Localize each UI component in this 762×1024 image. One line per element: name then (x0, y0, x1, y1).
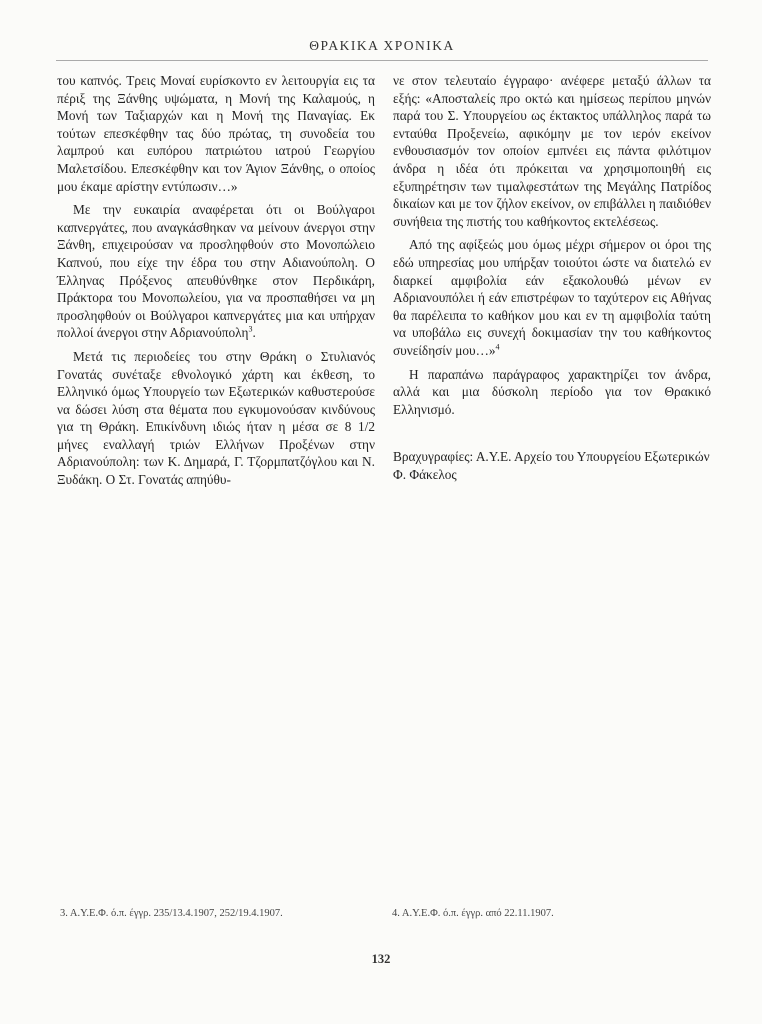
abbreviation-line: Βραχυγραφίες: Α.Υ.Ε. Αρχείο του Υπουργείου Εξωτερικών (393, 449, 710, 465)
paragraph: Η παραπάνω παράγραφος χαρακτηρίζει τον άνδρα, αλλά και μια δύσκολη περίοδο για τον Θρακικό Ελληνισμό. (393, 366, 711, 417)
page-number: 132 (371, 952, 391, 966)
paragraph-text: Από της αφίξεώς μου όμως μέχρι σήμερον οι όροι της εδώ υπηρεσίας μου υπήρξαν τοιούτοι ώστε να διατελώ εν διαρκεί αμφιβολία εάν εξακολουθώ μένων εν Αδριανουπόλει ή εάν επιστρέφων το ταχύτερον εις Αθήνας θα παρέλειπα το καθήκον μου και εν τη αμφιβολία ταύτη να υποβάλω εις συνεχή δοκιμασίαν την του καθήκοντος συνείδησίν μου…» (393, 237, 711, 358)
abbreviation-line: Φ. Φάκελος (393, 467, 457, 483)
paragraph: Μετά τις περιοδείες του στην Θράκη ο Στυλιανός Γονατάς συνέταξε εθνολογικό χάρτη και έκθεση, το Ελληνικό όμως Υπουργείο των Εξωτερικών καθυστερούσε να δώσει λύση στα θέματα που εγκυμονούσαν κινδύνους για τη Θράκη. Επικίνδυνη ιδιώς ήταν η μέσα σε 8 1/2 μήνες εναλλαγή τριών Ελλήνων Προξένων στην Αδριανούπολη: των Κ. Δημαρά, Γ. Τζορμπατζόγλου και Ν. Ξυδάκη. Ο Στ. Γονατάς απηύθυ- (57, 348, 375, 488)
paragraph (57, 201, 375, 342)
footnote-4: 4. Α.Υ.Ε.Φ. ό.π. έγγρ. από 22.11.1907. (392, 908, 554, 919)
header-rule (56, 60, 708, 61)
paragraph: του καπνός. Τρεις Μοναί ευρίσκοντο εν λειτουργία εις τα πέριξ της Ξάνθης υψώματα, η Μονή της Καλαμούς, η Μονή των Ταξιαρχών και η Μονή της Παναγίας. Εκ τούτων επεσκέφθην τας δύο πρώτας, τη συνοδεία του λαμπρού και ευπόρου πατριώτου ιατρού Γεωργίου Μαλετσίδου. Επεσκέφθην και τον Άγιον Ξάνθης, ο οποίος μου έκαμε αρίστην εντύπωσιν…» (57, 73, 375, 194)
paragraph: νε στον τελευταίο έγγραφο· ανέφερε μεταξύ άλλων τα εξής: «Αποσταλείς προ οκτώ και ημίσεως περίπου μηνών παρά του Σ. Υπουργείου ως έκτακτος υπάλληλος παρά τω ενταύθα Προξενείω, αφικόμην με τον ιερόν εκείνον ενθουσιασμόν τον οποίον εμπνέει εις πάντα φιλότιμον άνδρα η ιδέα ότι πρόκειται να χρησιμοποιηθή εις εξυπηρέτησιν των τιμαλφεστάτων της Μεγάλης Πατρίδος δικαίων και με τον ζήλον εκείνον, ον επιβάλλει η παιδιόθεν συνήθεια της πιστής του καθήκοντος εκτελέσεως. (393, 73, 711, 229)
abbreviations (393, 448, 711, 484)
footnote-3: 3. Α.Υ.Ε.Φ. ό.π. έγγρ. 235/13.4.1907, 252/19.4.1907. (60, 908, 283, 919)
right-column (393, 72, 711, 484)
paragraph-end: . (252, 325, 256, 341)
footnote-ref: 3 (248, 324, 253, 334)
paragraph (393, 236, 711, 359)
running-header: ΘΡΑΚΙΚΑ ΧΡΟΝΙΚΑ (309, 38, 455, 53)
paragraph-text: Με την ευκαιρία αναφέρεται ότι οι Βούλγαροι καπνεργάτες, που αναγκάσθηκαν να μείνουν άνεργοι στην Ξάνθη, επιχειρούσαν να προσληφθούν στο Μονοπώλειο Καπνού, που είχε την έδρα του στην Αδιανούπολη. Ο Έλληνας Πρόξενος απευθύνθηκε στον Περδικάρη, Πράκτορα του Μονοπωλείου, για να προσπαθήσει να μη προσληφθούν οι Βούλγαροι καπνεργάτες μια και υπήρχαν πολλοί άνεργοι στην Αδριανούπολη (57, 202, 375, 341)
footnote-ref: 4 (495, 342, 500, 352)
left-column (57, 72, 375, 495)
